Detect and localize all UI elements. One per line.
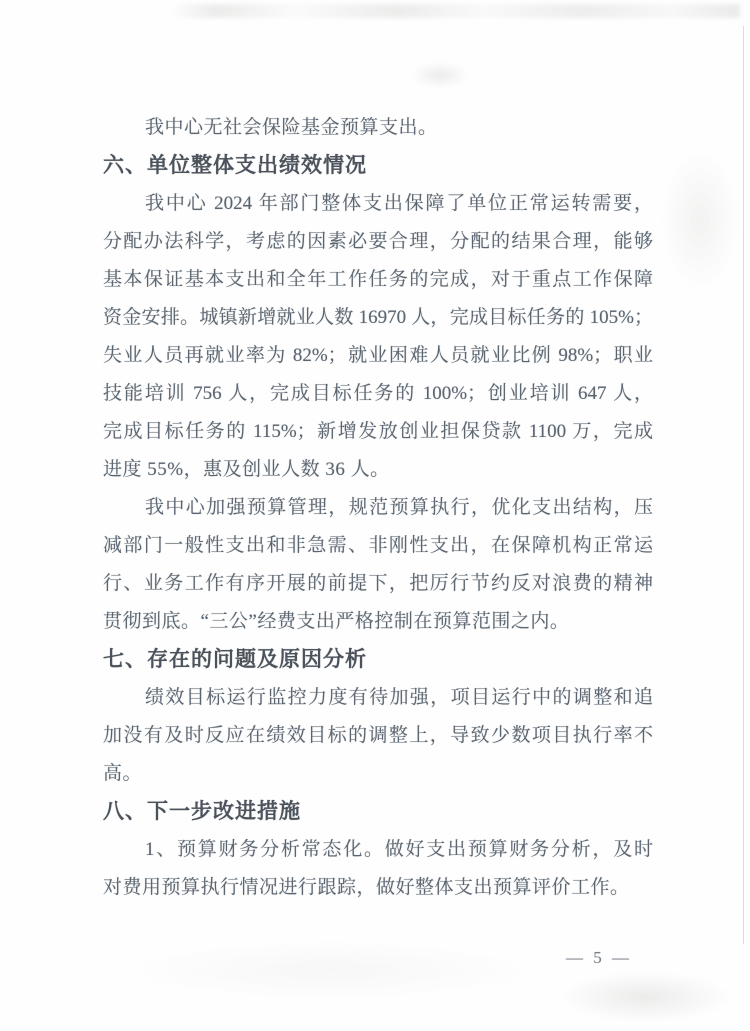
scan-artifact-smudge: [120, 940, 540, 1000]
document-body: [103, 109, 653, 907]
text-line: 我中心 2024 年部门整体支出保障了单位正常运转需要，: [145, 193, 653, 214]
scan-edge-line: [743, 26, 744, 944]
text-line: 加没有及时反应在绩效目标的调整上，导致少数项目执行率不: [103, 725, 653, 746]
page-number: — 5 —: [566, 948, 632, 967]
text-line: 资金安排。城镇新增就业人数 16970 人，完成目标任务的 105%；: [103, 307, 653, 328]
section-heading-six: 六、单位整体支出绩效情况: [103, 154, 367, 177]
text-line: 技能培训 756 人，完成目标任务的 100%；创业培训 647 人，: [103, 383, 653, 404]
text-line: 行、业务工作有序开展的前提下，把厉行节约反对浪费的精神: [103, 573, 653, 594]
scan-artifact-smudge: [560, 972, 730, 1022]
text-line: 高。: [103, 763, 143, 784]
text-line: 贯彻到底。“三公”经费支出严格控制在预算范围之内。: [103, 611, 570, 632]
text-line: 1、预算财务分析常态化。做好支出预算财务分析，及时: [145, 839, 653, 860]
text-line: 我中心加强预算管理，规范预算执行，优化支出结构，压: [145, 497, 653, 518]
scan-artifact-smudge: [660, 150, 740, 290]
text-line: 进度 55%，惠及创业人数 36 人。: [103, 459, 390, 480]
scan-artifact-top-band: [170, 4, 740, 18]
section-heading-eight: 八、下一步改进措施: [103, 800, 301, 823]
text-line: 完成目标任务的 115%；新增发放创业担保贷款 1100 万，完成: [103, 421, 653, 442]
text-line: 基本保证基本支出和全年工作任务的完成，对于重点工作保障: [103, 269, 653, 290]
text-line: 失业人员再就业率为 82%；就业困难人员就业比例 98%；职业: [103, 345, 653, 366]
section-heading-seven: 七、存在的问题及原因分析: [103, 648, 367, 671]
text-line: 分配办法科学，考虑的因素必要合理，分配的结果合理，能够: [103, 231, 653, 252]
text-line: 绩效目标运行监控力度有待加强，项目运行中的调整和追: [145, 687, 653, 708]
text-line: 对费用预算执行情况进行跟踪，做好整体支出预算评价工作。: [103, 877, 630, 898]
text-line: 减部门一般性支出和非急需、非刚性支出，在保障机构正常运: [103, 535, 653, 556]
text-line: 我中心无社会保险基金预算支出。: [145, 117, 438, 138]
scan-artifact-smudge: [410, 62, 470, 88]
